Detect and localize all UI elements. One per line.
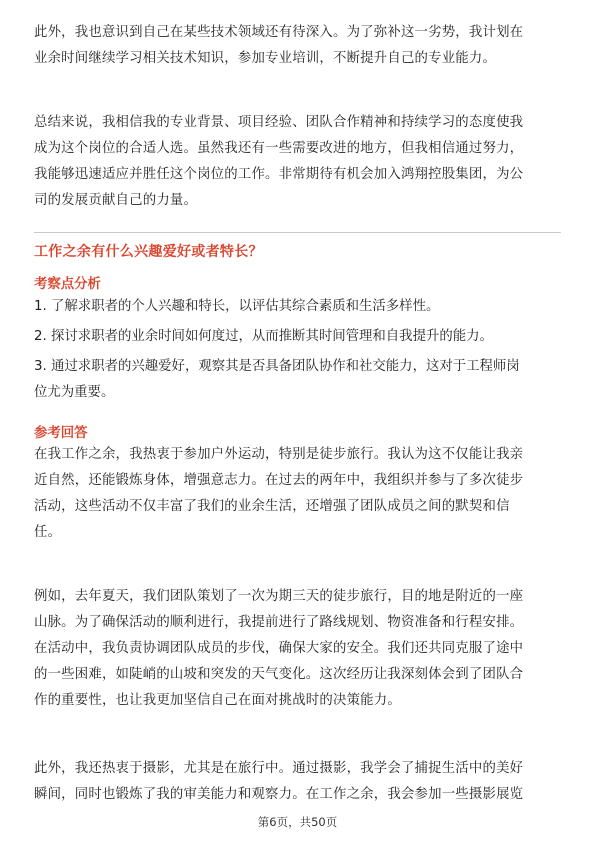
text-line: 此外，我还热衷于摄影，尤其是在旅行中。通过摄影，我学会了捕捉生活中的美好 — [34, 761, 524, 776]
document-page — [34, 0, 561, 842]
text-line: 3. 通过求职者的兴趣爱好，观察其是否具备团队协作和社交能力，这对于工程师岗 — [34, 359, 520, 374]
text-line: 在活动中，我负责协调团队成员的步伐，确保大家的安全。我们还共同克服了途中 — [34, 641, 524, 656]
text-line: 此外，我也意识到自己在某些技术领域还有待深入。为了弥补这一劣势，我计划在 — [34, 25, 524, 40]
text-line: 近自然，还能锻炼身体，增强意志力。在过去的两年中，我组织并参与了多次徒步 — [34, 473, 524, 488]
question-heading: 工作之余有什么兴趣爱好或者特长？ — [34, 244, 263, 260]
text-line: 2. 探讨求职者的业余时间如何度过，从而推断其时间管理和自我提升的能力。 — [34, 329, 493, 344]
text-line: 成为这个岗位的合适人选。虽然我还有一些需要改进的地方，但我相信通过努力， — [34, 141, 524, 156]
analysis-label: 考察点分析 — [34, 277, 101, 292]
text-line: 瞬间，同时也锻炼了我的审美能力和观察力。在工作之余，我会参加一些摄影展览 — [34, 787, 524, 802]
section-divider — [34, 232, 561, 233]
text-line: 例如，去年夏天，我们团队策划了一次为期三天的徒步旅行，目的地是附近的一座 — [34, 589, 524, 604]
text-line: 业余时间继续学习相关技术知识，参加专业培训，不断提升自己的专业能力。 — [34, 51, 497, 66]
text-line: 作的重要性，也让我更加坚信自己在面对挑战时的决策能力。 — [34, 693, 401, 708]
analysis-item-2 — [34, 324, 561, 350]
analysis-item-3 — [34, 354, 561, 406]
answer-paragraph-2 — [34, 584, 561, 714]
text-line: 任。 — [34, 525, 62, 540]
intro-paragraph-1 — [34, 20, 561, 72]
page-number: 第6页，共50页 — [257, 815, 338, 829]
text-line: 的一些困难，如陡峭的山坡和突发的天气变化。这次经历让我深刻体会到了团队合 — [34, 667, 524, 682]
answer-label: 参考回答 — [34, 426, 88, 441]
analysis-item-1 — [34, 294, 561, 320]
page-footer — [0, 814, 595, 830]
text-line: 司的发展贡献自己的力量。 — [34, 193, 198, 208]
text-line: 1. 了解求职者的个人兴趣和特长，以评估其综合素质和生活多样性。 — [34, 299, 440, 314]
text-line: 在我工作之余，我热衷于参加户外运动，特别是徒步旅行。我认为这不仅能让我亲 — [34, 447, 524, 462]
intro-paragraph-2 — [34, 110, 561, 214]
text-line: 总结来说，我相信我的专业背景、项目经验、团队合作精神和持续学习的态度使我 — [34, 115, 524, 130]
answer-paragraph-3 — [34, 756, 561, 808]
text-line: 山脉。为了确保活动的顺利进行，我提前进行了路线规划、物资准备和行程安排。 — [34, 615, 524, 630]
text-line: 位尤为重要。 — [34, 385, 115, 400]
answer-paragraph-1 — [34, 442, 561, 546]
text-line: 活动，这些活动不仅丰富了我们的业余生活，还增强了团队成员之间的默契和信 — [34, 499, 510, 514]
text-line: 我能够迅速适应并胜任这个岗位的工作。非常期待有机会加入鸿翔控股集团，为公 — [34, 167, 524, 182]
